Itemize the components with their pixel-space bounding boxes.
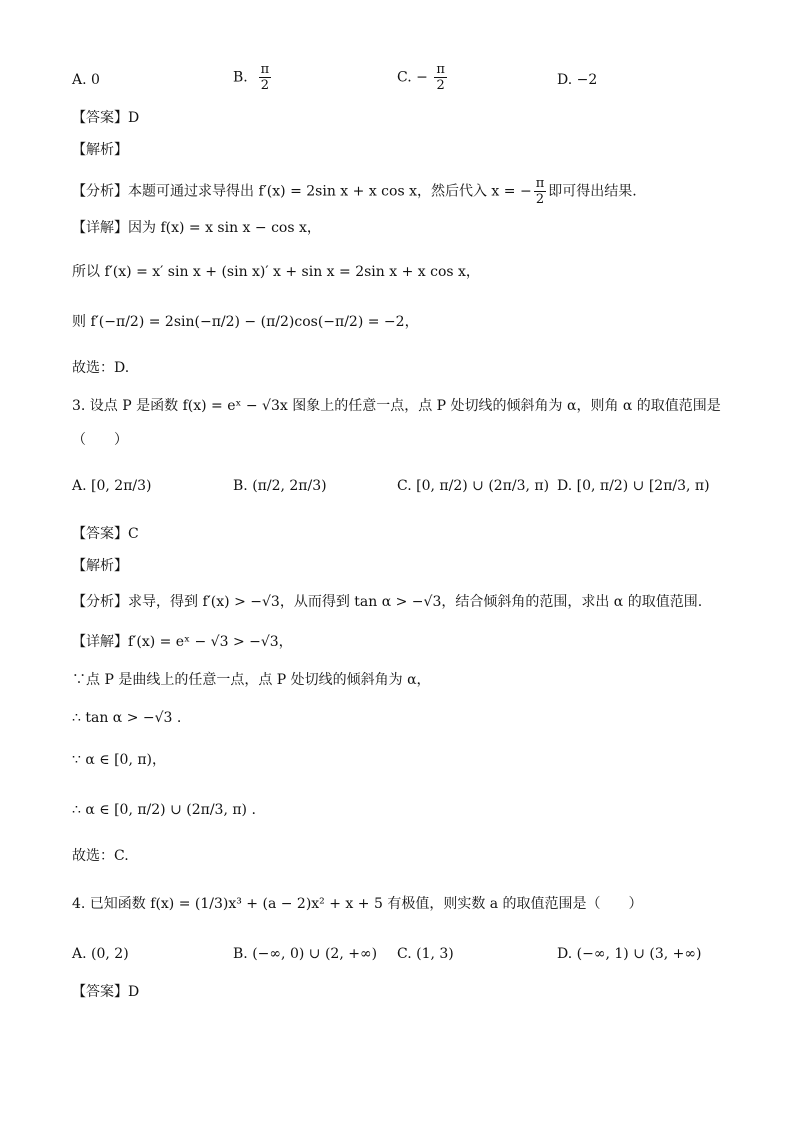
q2-option-c-fraction: $\frac{\pi}{2}$ [436,62,445,93]
q2-fenxi-fraction: $\frac{\pi}{2}$ [535,176,545,207]
q4-option-a: A. (0, 2) [72,946,129,962]
q2-detail-2: 所以 f′(x) = x′ sin x + (sin x)′ x + sin x = 2sin x + x cos x， [72,264,480,280]
q2-option-b: B. $\frac{\pi}{2}$ [233,62,270,93]
q2-detail-1: 【详解】因为 f(x) = x sin x − cos x， [72,220,321,236]
q4-option-d: D. (−∞, 1) ∪ (3, +∞) [557,946,702,962]
q3-option-b: B. (π/2, 2π/3) [233,478,327,494]
q3-detail-1: 【详解】f′(x) = eˣ − √3 > −√3， [72,634,293,650]
q3-option-a: A. [0, 2π/3) [72,478,152,494]
q4-option-c: C. (1, 3) [397,946,454,962]
q3-detail-5: ∴ α ∈ [0, π/2) ∪ (2π/3, π) . [72,802,256,818]
q3-stem-line-1: 3. 设点 P 是函数 f(x) = eˣ − √3x 图象上的任意一点，点 P 处切线的倾斜角为 α，则角 α 的取值范围是 [72,398,721,414]
q2-fenxi: 【分析】本题可通过求导得出 f′(x) = 2sin x + x cos x，然后代入 x = − $\frac{\pi}{2}$ 即可得出结果. [72,176,637,207]
q3-detail-4: ∵ α ∈ [0, π)， [72,752,167,768]
q2-analysis-heading: 【解析】 [72,142,128,158]
q2-answer: 【答案】D [72,110,140,126]
q3-answer: 【答案】C [72,526,139,542]
q2-option-c: C. − $\frac{\pi}{2}$ [397,62,445,93]
q2-detail-3: 则 f′(−π/2) = 2sin(−π/2) − (π/2)cos(−π/2) = −2， [72,314,419,330]
q2-choose: 故选：D. [72,360,130,376]
q2-option-a: A. 0 [72,72,100,88]
q3-choose: 故选：C. [72,848,129,864]
q3-fenxi: 【分析】求导，得到 f′(x) > −√3，从而得到 tan α > −√3，结合倾斜角的范围，求出 α 的取值范围. [72,594,703,610]
q2-option-d: D. −2 [557,72,598,88]
q4-answer: 【答案】D [72,984,140,1000]
q3-option-d: D. [0, π/2) ∪ [2π/3, π) [557,478,710,494]
q3-stem-line-2: （ ） [72,432,128,448]
q3-analysis-heading: 【解析】 [72,558,128,574]
q3-detail-3: ∴ tan α > −√3 . [72,710,182,726]
q4-option-b: B. (−∞, 0) ∪ (2, +∞) [233,946,378,962]
q2-option-b-fraction: $\frac{\pi}{2}$ [260,62,270,93]
q4-stem: 4. 已知函数 f(x) = (1/3)x³ + (a − 2)x² + x + 5 有极值，则实数 a 的取值范围是（ ） [72,896,643,912]
q3-detail-2: ∵点 P 是曲线上的任意一点，点 P 处切线的倾斜角为 α， [72,672,431,688]
q3-option-c: C. [0, π/2) ∪ (2π/3, π) [397,478,550,494]
